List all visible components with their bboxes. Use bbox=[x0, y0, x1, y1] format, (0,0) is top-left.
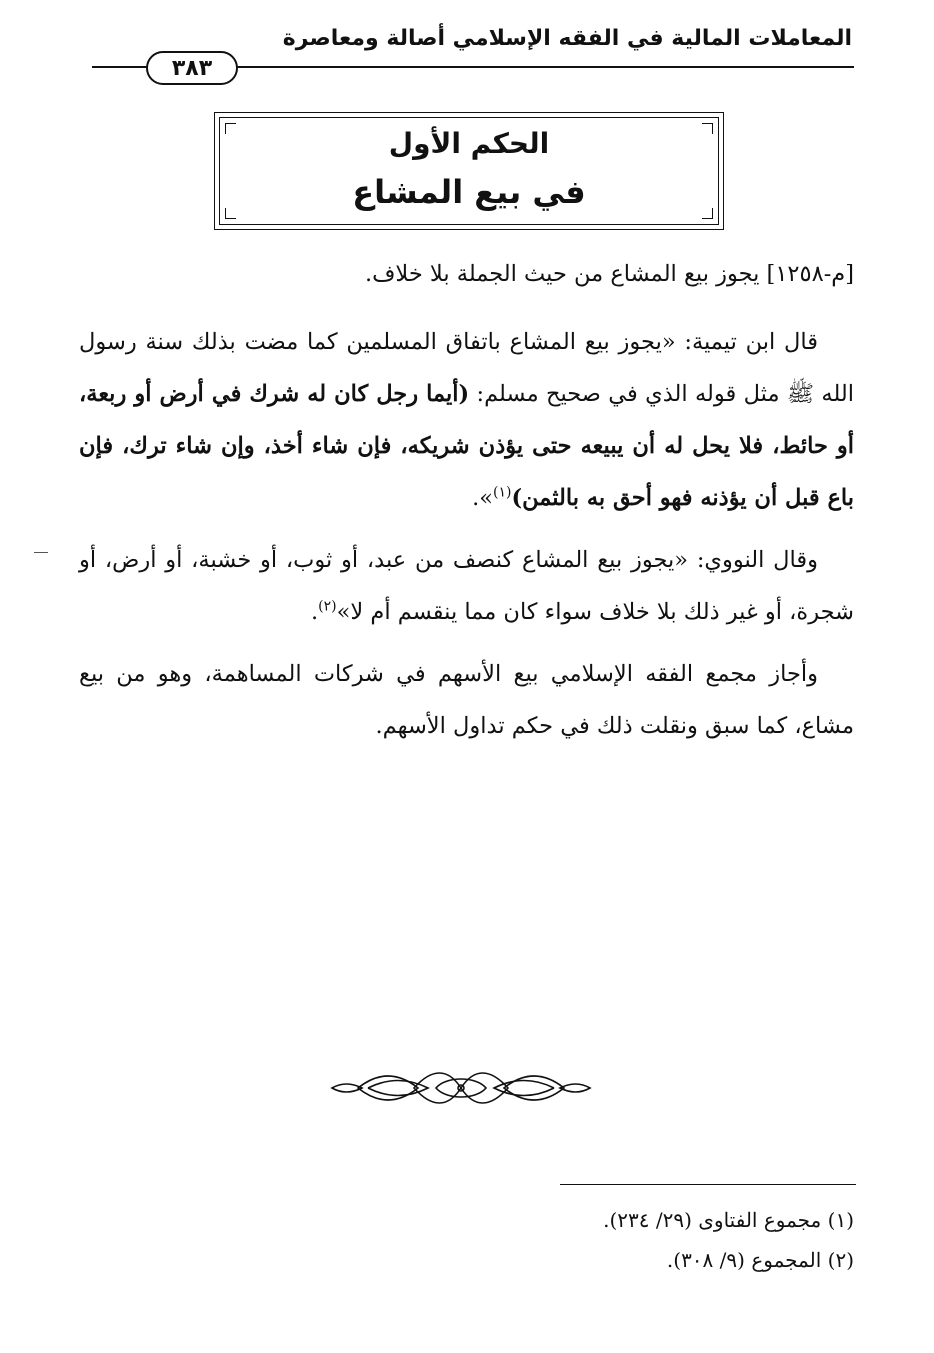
ibn-taymiyyah-intro: قال ابن تيمية: «يجوز بيع المشاع باتفاق المسلمين كما مضت بذلك سنة رسول الله ﷺ مثل قوله الذي في صحيح مسلم: bbox=[79, 329, 854, 407]
paragraph-nawawi bbox=[79, 534, 854, 638]
paragraph-ibn-taymiyyah bbox=[79, 316, 854, 524]
body-text bbox=[79, 248, 854, 762]
footnote-ref-1[interactable]: (١) bbox=[493, 484, 512, 501]
running-header-title: المعاملات المالية في الفقه الإسلامي أصالة ومعاصرة bbox=[282, 26, 852, 51]
footnote-2: (٢) المجموع (٩/ ٣٠٨). bbox=[666, 1248, 854, 1272]
footnotes bbox=[354, 1200, 854, 1280]
margin-mark bbox=[34, 552, 48, 553]
paragraph-ruling-text: [م-١٢٥٨] يجوز بيع المشاع من حيث الجملة بلا خلاف. bbox=[364, 261, 854, 287]
section-title-line-2: في بيع المشاع bbox=[352, 173, 586, 211]
footnote-rule bbox=[560, 1184, 856, 1185]
section-title-frame bbox=[214, 112, 724, 230]
hadith-quote: (أيما رجل كان له شرك في أرض أو ربعة، أو حائط، فلا يحل له أن يبيعه حتى يؤذن شريكه، فإن شاء أخذ، وإن شاء ترك، فإن باع قبل أن يؤذنه فهو أحق به بالثمن) bbox=[79, 381, 854, 511]
nawawi-text: وقال النووي: «يجوز بيع المشاع كنصف من عبد، أو ثوب، أو خشبة، أو أرض، أو شجرة، أو غير ذلك بلا خلاف سواء كان مما ينقسم أم لا» bbox=[79, 547, 854, 625]
ornament-divider-icon bbox=[328, 1066, 594, 1110]
section-title-line-1: الحكم الأول bbox=[388, 127, 550, 160]
fiqh-academy-text: وأجاز مجمع الفقه الإسلامي بيع الأسهم في شركات المساهمة، وهو من بيع مشاع، كما سبق ونقلت ذلك في حكم تداول الأسهم. bbox=[79, 661, 854, 739]
footnote-1: (١) مجموع الفتاوى (٢٩/ ٢٣٤). bbox=[603, 1208, 854, 1232]
quote-close: ». bbox=[472, 485, 494, 511]
page-number: ٣٨٣ bbox=[146, 51, 238, 85]
paragraph-ruling bbox=[79, 248, 854, 300]
paragraph-fiqh-academy bbox=[79, 648, 854, 752]
nawawi-end: . bbox=[311, 599, 319, 625]
footnote-ref-2[interactable]: (٢) bbox=[318, 598, 337, 615]
